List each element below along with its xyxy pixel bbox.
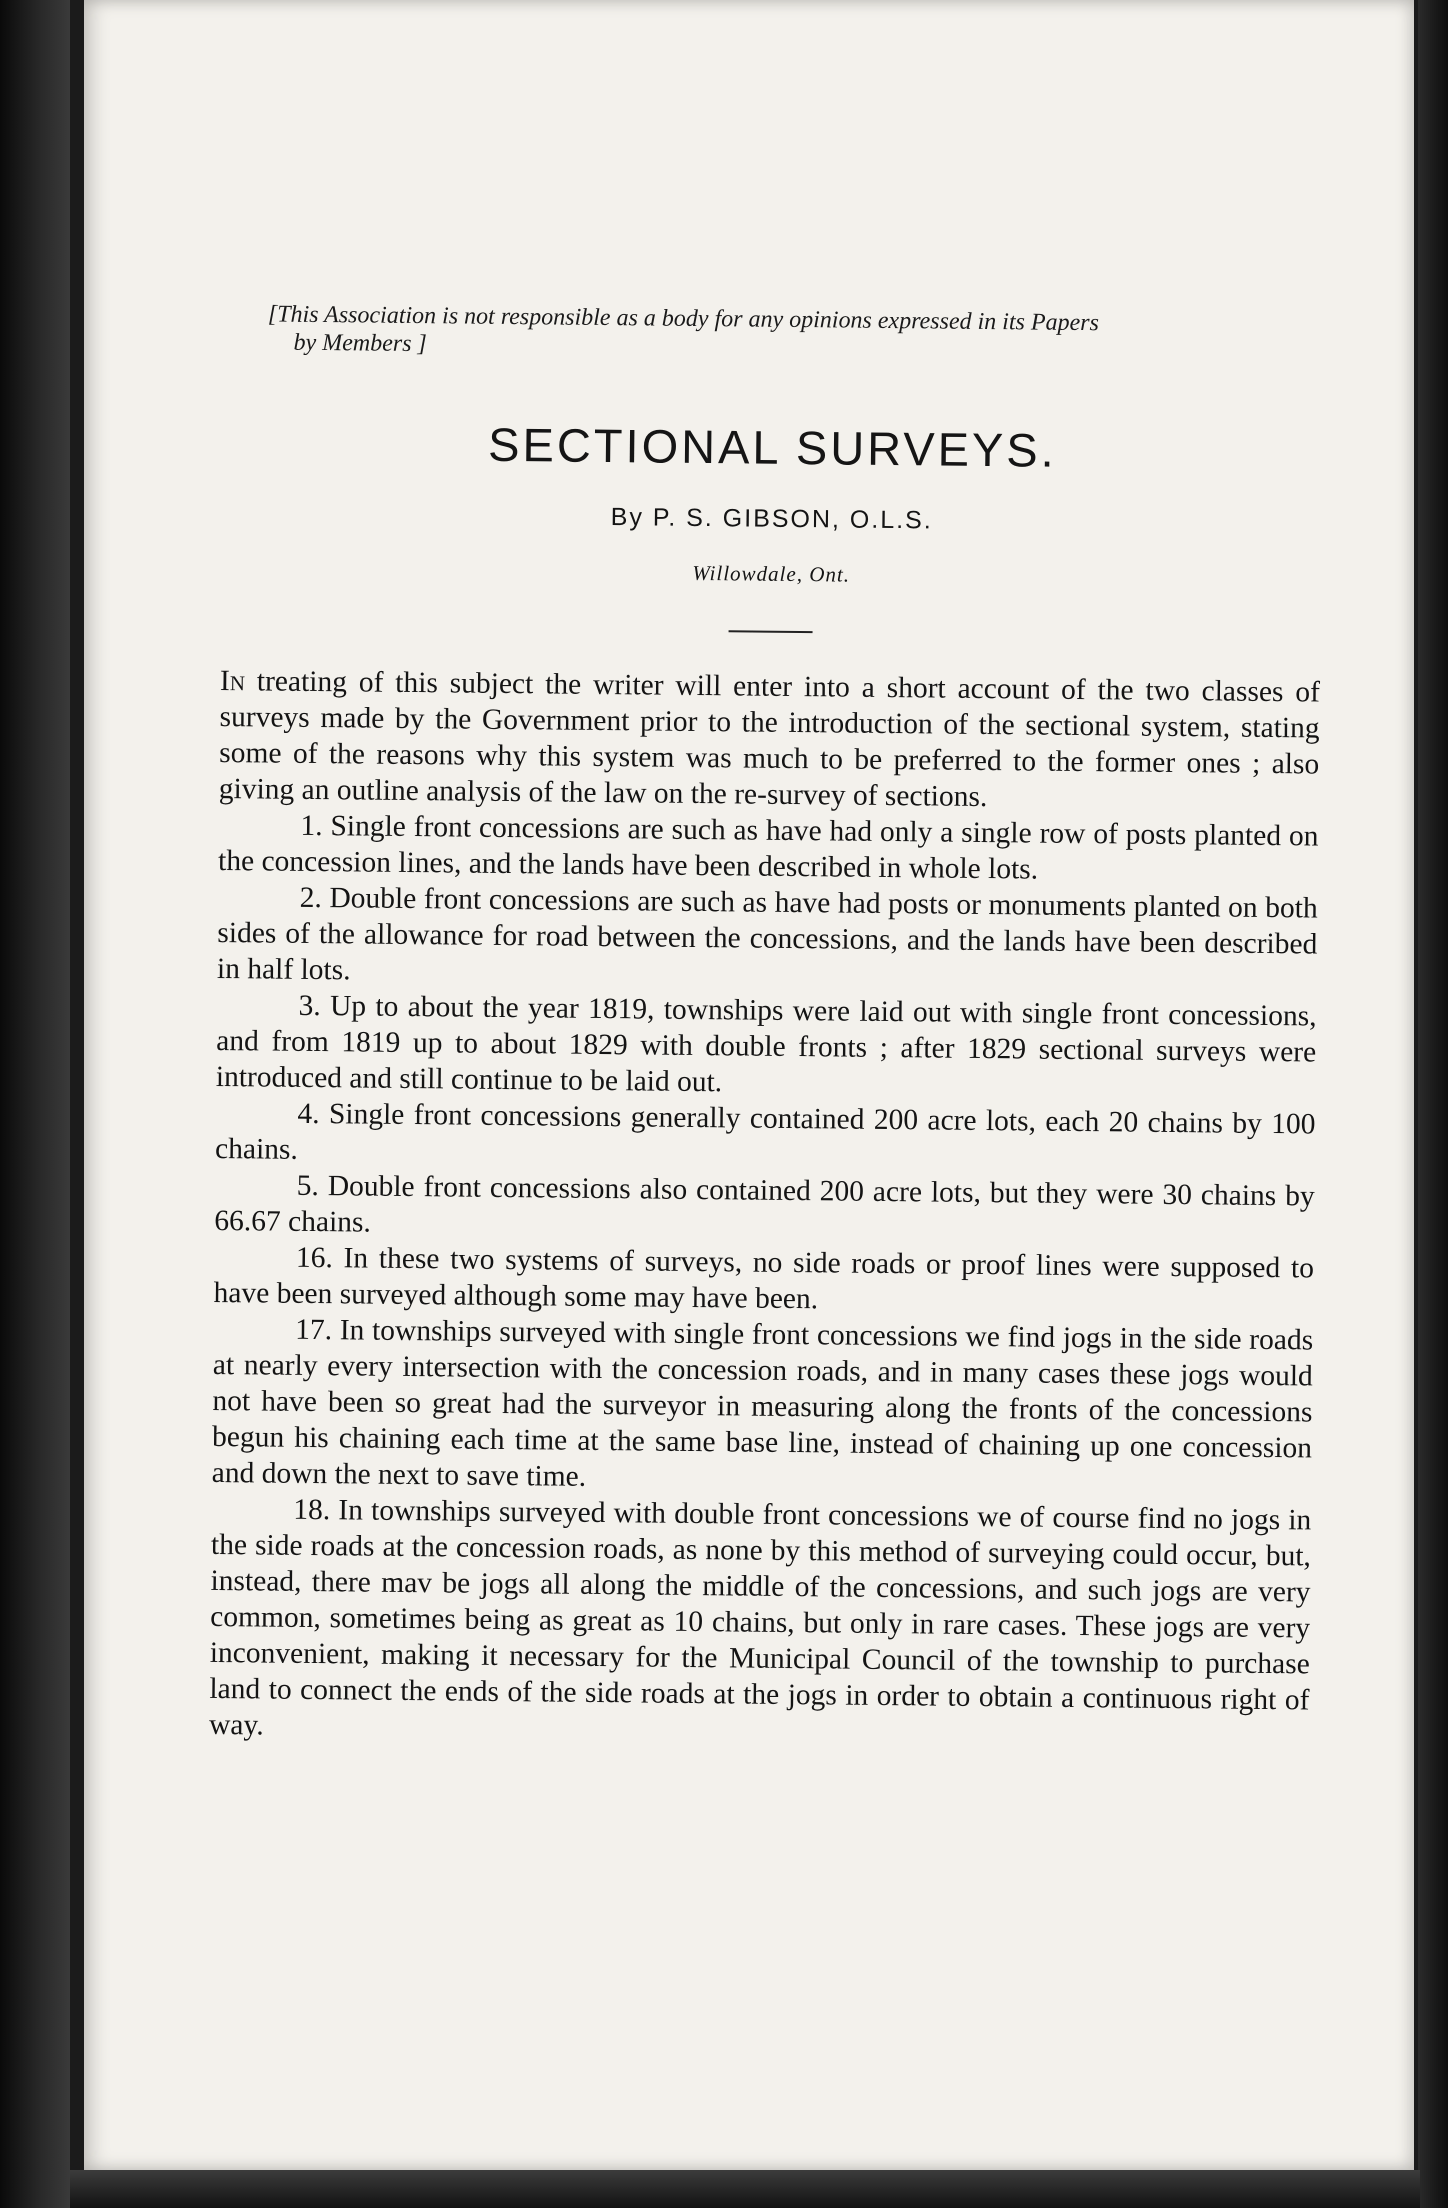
paragraph-16: 16. In these two systems of surveys, no side roads or proof lines were supposed to have been surveyed although some may have been.: [213, 1241, 1315, 1316]
paragraph-3: 3. Up to about the year 1819, townships were laid out with single front concessions, and from 1819 up to about 1829 with double fronts ; after 1829 sectional surveys were introduced and still continue to be laid out.: [215, 989, 1317, 1099]
scan-border-bottom: [70, 2170, 1420, 2208]
drop-lead-word: In: [219, 664, 246, 698]
paragraph-18: 18. In townships surveyed with double front concessions we of course find no jogs in the side roads at the concession roads, as none by this method of surveying could occur, but, instead, there mav be jogs all along the middle of the concessions, and such jogs are very common, sometimes being as great as 10 chains, but only in rare cases. These jogs are very inconvenient, making it necessary for the Municipal Council of the township to purchase land to connect the ends of the side roads at the jogs in order to obtain a continuous right of way.: [208, 1493, 1312, 1742]
disclaimer-note: [267, 300, 1324, 367]
scan-border-left: [0, 0, 70, 2208]
paragraph-1: 1. Single front concessions are such as have had only a single row of posts planted on the concession lines, and the lands have been described in whole lots.: [217, 809, 1319, 886]
article-body: [209, 663, 1320, 1754]
title-divider: [729, 630, 813, 633]
paragraph-4: 4. Single front concessions generally contained 200 acre lots, each 20 chains by 100 chains.: [214, 1097, 1316, 1166]
scan-border-right: [1418, 0, 1448, 2208]
disclaimer-line-1: [This Association is not responsible as a body for any opinions expressed in its Papers: [267, 301, 1100, 337]
document-page: [84, 0, 1414, 2170]
paragraph-text: treating of this subject the writer will enter into a short account of the two classes of surveys made by the Government prior to the introduction of the sectional system, stating some of the reasons why this system was much to be preferred to the former ones ; also giving an outline analysis of the law on the re-survey of sections.: [218, 665, 1321, 814]
paragraph-intro: [219, 663, 1320, 819]
disclaimer-line-2: by Members ]: [293, 329, 427, 358]
paragraph-17: 17. In townships surveyed with single front concessions we find jogs in the side roads at nearly every intersection with the concession roads, and in many cases these jogs would not have been so great had the surveyor in measuring along the fronts of the concessions begun his chaining each time at the same base line, instead of chaining up one concession and down the next to save time.: [211, 1313, 1314, 1493]
paragraph-5: 5. Double front concessions also contained 200 acre lots, but they were 30 chains by 66.67 chains.: [214, 1169, 1315, 1239]
page-content: [209, 300, 1324, 1754]
paragraph-2: 2. Double front concessions are such as have had posts or monuments planted on both sides of the allowance for road between the concessions, and the lands have been described in half lots.: [216, 881, 1318, 987]
author-location: Willowdale, Ont.: [692, 560, 851, 587]
article-title: SECTIONAL SURVEYS.: [487, 417, 1058, 477]
author-byline: By P. S. GIBSON, O.L.S.: [610, 503, 933, 535]
